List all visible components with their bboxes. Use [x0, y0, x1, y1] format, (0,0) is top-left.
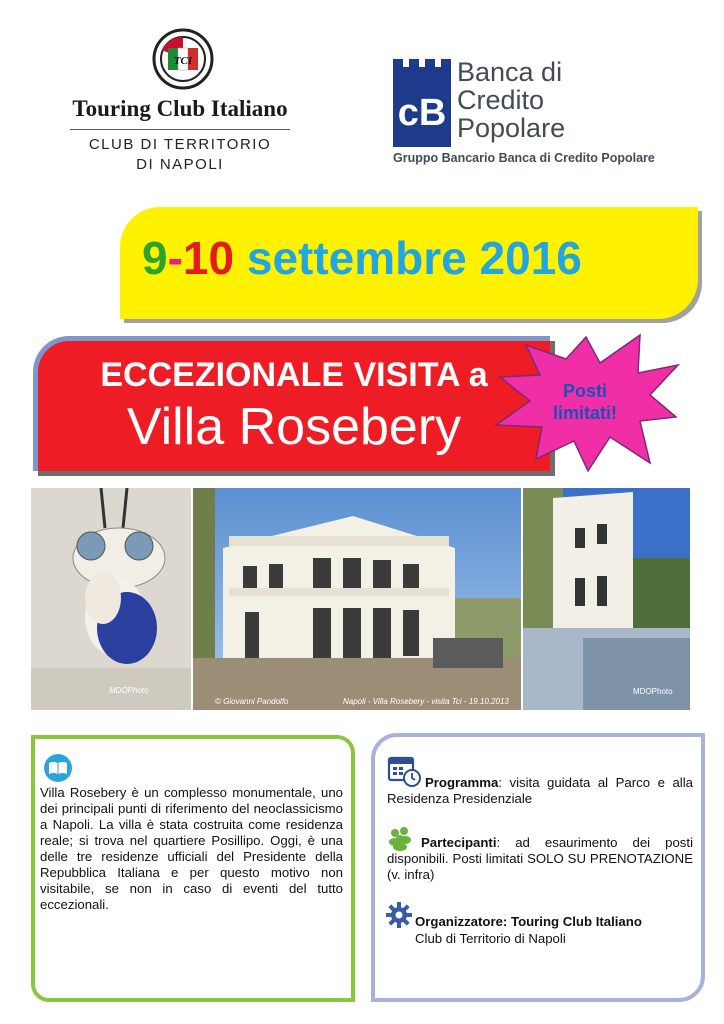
partecipanti-value: : ad esaurimento dei posti disponibili. Posti limitati SOLO SU PRENOTAZIONE (v. infra) — [387, 835, 693, 882]
svg-text:Napoli - Villa Rosebery - visi: Napoli - Villa Rosebery - visita Tci - 19.10.2013 — [343, 697, 509, 706]
programma-text — [387, 775, 693, 807]
organizer-line: Organizzatore: Touring Club Italiano — [415, 914, 642, 929]
bank-name-line-3: Popolare — [457, 113, 566, 143]
photo-villa-facade — [193, 488, 521, 710]
burst-line-2: limitati! — [552, 403, 617, 423]
svg-text:TCI: TCI — [173, 55, 193, 67]
photo-villa-side — [523, 488, 690, 710]
date-dash: - — [167, 232, 183, 284]
limited-seats-text — [525, 380, 645, 424]
tci-subtitle-1: CLUB DI TERRITORIO — [88, 136, 272, 153]
programma-value: : visita guidata al Parco e alla Residenza Presidenziale — [387, 775, 693, 806]
date-day-start: 9 — [142, 232, 168, 284]
bank-logo — [385, 55, 695, 175]
event-details-box — [371, 733, 705, 1002]
tci-logo — [60, 28, 300, 178]
partecipanti-label: Partecipanti — [421, 835, 497, 850]
villa-description-box — [31, 735, 355, 1002]
svg-text:MDOPhoto: MDOPhoto — [633, 687, 673, 696]
tci-name: Touring Club Italiano — [72, 96, 288, 121]
date-day-end: 10 — [182, 232, 235, 284]
date-month-year: settembre 2016 — [246, 232, 582, 284]
tci-emblem-icon — [152, 28, 214, 90]
programma-label: Programma — [425, 775, 499, 790]
bank-name-line-2: Credito — [457, 85, 545, 115]
title-banner — [33, 336, 550, 471]
partecipanti-text — [387, 835, 693, 883]
gear-icon — [385, 901, 413, 929]
burst-line-1: Posti — [562, 381, 607, 401]
title-heading: Villa Rosebery — [126, 398, 462, 456]
bank-group-name: Gruppo Bancario Banca di Credito Popolare — [393, 151, 655, 165]
svg-text:MDOPhoto: MDOPhoto — [109, 686, 149, 695]
club-line: Club di Territorio di Napoli — [415, 931, 566, 946]
book-icon — [43, 753, 73, 783]
bank-name-line-1: Banca di — [457, 57, 563, 87]
photo-ceramic-ornament — [31, 488, 191, 710]
svg-text:cB: cB — [397, 92, 447, 134]
limited-seats-starburst — [490, 333, 680, 473]
date-banner — [120, 207, 698, 319]
title-subheading: ECCEZIONALE VISITA a — [100, 356, 488, 394]
svg-text:© Giovanni Pandolfo: © Giovanni Pandolfo — [215, 697, 289, 706]
villa-description: Villa Rosebery è un complesso monumentale, uno dei principali punti di riferimento del neoclassicismo a Napoli. La villa è stata costruita come residenza reale; si trova nel quartiere Posillipo. Oggi, è una delle tre residenze ufficiali del Presidente della Repubblica Italiana e per questo motivo non visitabile, se non in caso di eventi del tutto eccezionali. — [40, 785, 343, 912]
tci-divider — [70, 129, 290, 130]
tci-subtitle-2: DI NAPOLI — [136, 156, 224, 173]
bank-emblem-icon — [393, 59, 451, 147]
event-date — [142, 231, 582, 285]
photo-strip — [31, 488, 690, 710]
